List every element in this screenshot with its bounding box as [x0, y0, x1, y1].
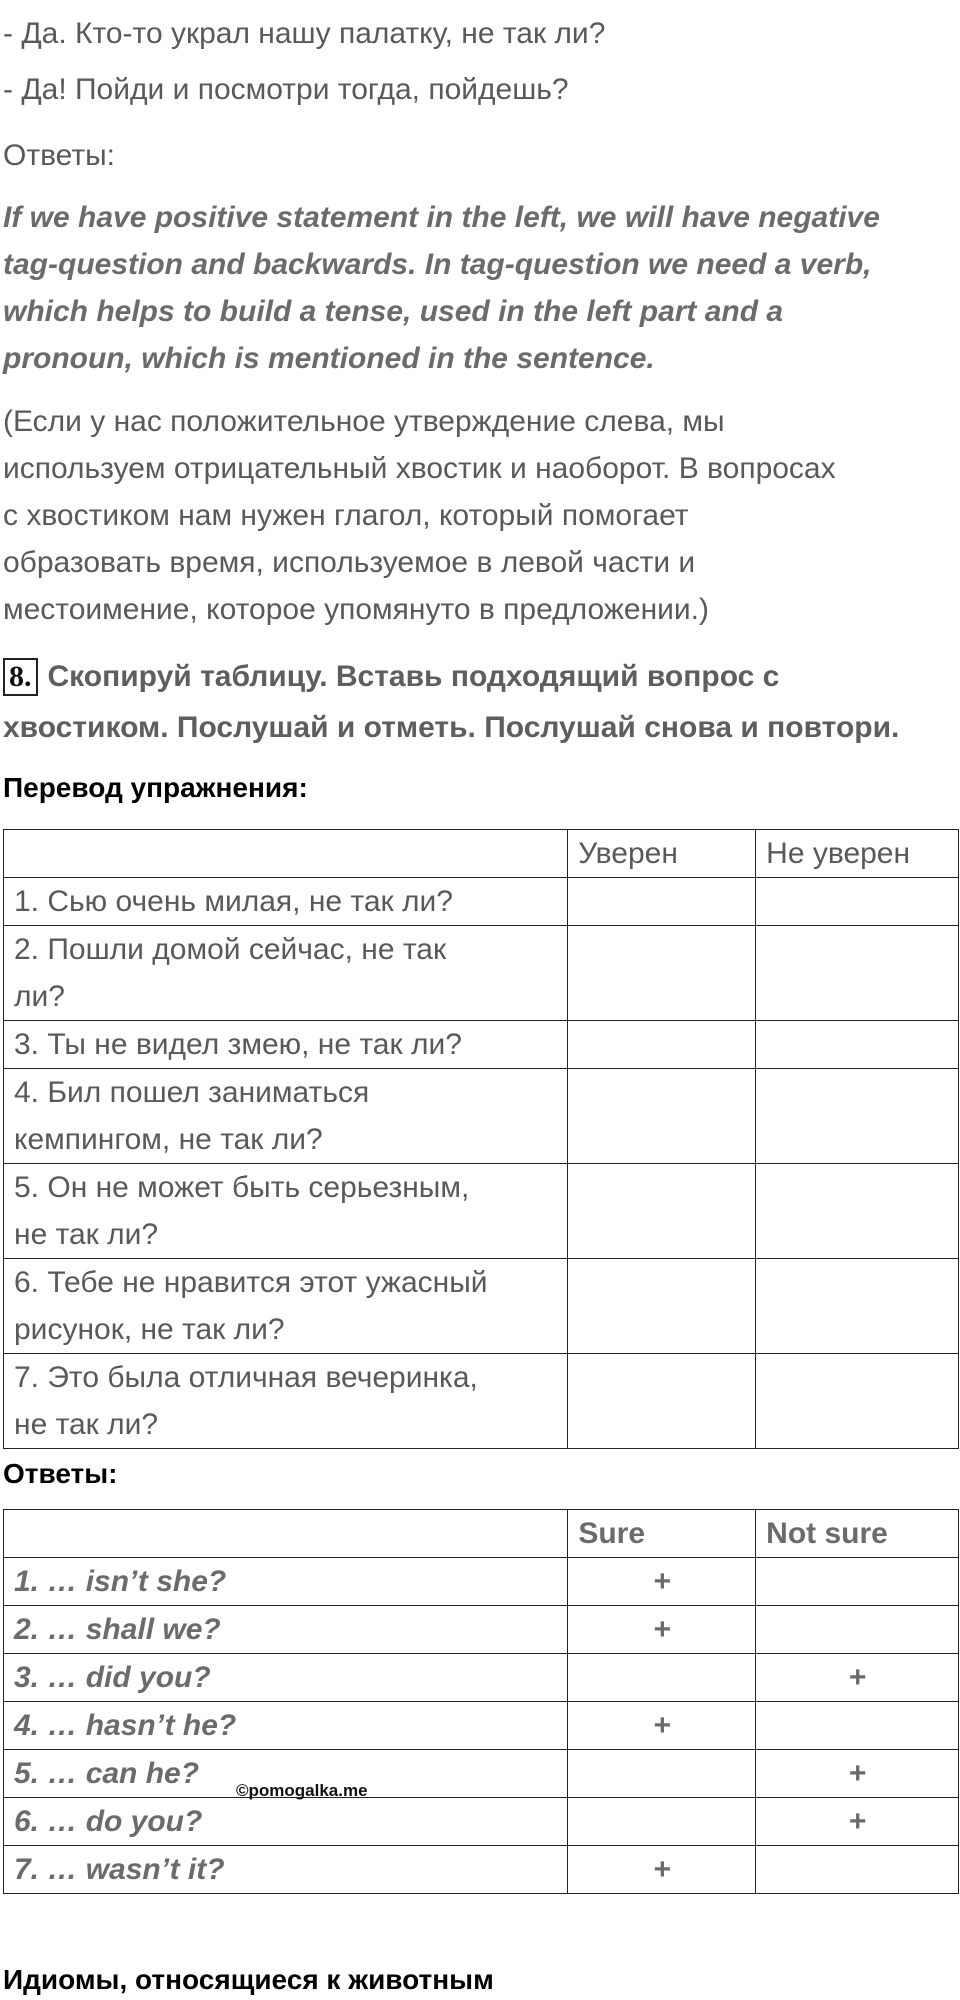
- row-text: 1. Сью очень милая, не так ли?: [4, 878, 568, 926]
- table-row: [4, 1702, 959, 1750]
- dialogue-line-2: - Да! Пойди и посмотри тогда, пойдешь?: [3, 73, 569, 106]
- rule-ru-line-4: образовать время, используемое в левой части и: [3, 546, 696, 579]
- rule-en-line-2: tag-question and backwards. In tag-question we need a verb,: [3, 248, 872, 281]
- header-cell-empty: [4, 1510, 568, 1558]
- answer-text: 3. … did you?: [4, 1654, 568, 1702]
- header-cell-sure: Sure: [568, 1510, 756, 1558]
- table-row: [4, 1558, 959, 1606]
- rule-ru-line-2: используем отрицательный хвостик и наоборот. В вопросах: [3, 452, 836, 485]
- sure-cell: [568, 1021, 756, 1069]
- answer-text: 4. … hasn’t he?: [4, 1702, 568, 1750]
- row-text: 5. Он не может быть серьезным, не так ли?: [4, 1164, 568, 1259]
- answer-text: 7. … wasn’t it?: [4, 1846, 568, 1894]
- sure-cell: [568, 1069, 756, 1164]
- answer-text: 6. … do you?: [4, 1798, 568, 1846]
- table-row: [4, 878, 959, 926]
- sure-cell: [568, 1259, 756, 1354]
- answer-text: 2. … shall we?: [4, 1606, 568, 1654]
- answer-text: 5. … can he?: [4, 1750, 568, 1798]
- table-row: [4, 1750, 959, 1798]
- not-sure-mark: [756, 1846, 959, 1894]
- table-row: [4, 1259, 959, 1354]
- not-sure-cell: [756, 926, 959, 1021]
- translation-header-row: [4, 830, 959, 878]
- not-sure-mark: +: [756, 1750, 959, 1798]
- row-text: 4. Бил пошел заниматься кемпингом, не так ли?: [4, 1069, 568, 1164]
- not-sure-cell: [756, 1069, 959, 1164]
- not-sure-mark: [756, 1558, 959, 1606]
- watermark: ©pomogalka.me: [236, 1781, 368, 1800]
- header-cell-not-sure: Не уверен: [756, 830, 959, 878]
- sure-mark: [568, 1654, 756, 1702]
- answers-table: [3, 1509, 959, 1894]
- rule-en-line-1: If we have positive statement in the left, we will have negative: [3, 201, 880, 234]
- table-row: [4, 1846, 959, 1894]
- table-row: [4, 1654, 959, 1702]
- exercise-line-1: [3, 652, 779, 701]
- not-sure-cell: [756, 1259, 959, 1354]
- next-section-heading: Идиомы, относящиеся к животным: [3, 1964, 494, 1995]
- answer-text: 1. … isn’t she?: [4, 1558, 568, 1606]
- table-row: [4, 1606, 959, 1654]
- table-row: [4, 1798, 959, 1846]
- sure-mark: +: [568, 1702, 756, 1750]
- header-cell-sure: Уверен: [568, 830, 756, 878]
- exercise-text-1: Скопируй таблицу. Вставь подходящий вопрос с: [47, 660, 780, 693]
- sure-mark: [568, 1798, 756, 1846]
- not-sure-cell: [756, 1164, 959, 1259]
- sure-cell: [568, 1354, 756, 1449]
- translation-table: [3, 829, 959, 1449]
- not-sure-mark: +: [756, 1798, 959, 1846]
- answers-label: Ответы:: [3, 139, 116, 172]
- table-row: [4, 1021, 959, 1069]
- not-sure-cell: [756, 878, 959, 926]
- row-text: 3. Ты не видел змею, не так ли?: [4, 1021, 568, 1069]
- exercise-number: 8.: [3, 658, 38, 696]
- not-sure-cell: [756, 1021, 959, 1069]
- header-cell-empty: [4, 830, 568, 878]
- table-row: [4, 1164, 959, 1259]
- sure-mark: +: [568, 1846, 756, 1894]
- not-sure-mark: [756, 1702, 959, 1750]
- sure-cell: [568, 878, 756, 926]
- sure-mark: [568, 1750, 756, 1798]
- sure-mark: +: [568, 1558, 756, 1606]
- rule-en-line-4: pronoun, which is mentioned in the sentence.: [3, 342, 655, 375]
- rule-ru-line-1: (Если у нас положительное утверждение слева, мы: [3, 405, 725, 438]
- not-sure-mark: +: [756, 1654, 959, 1702]
- dialogue-line-1: - Да. Кто-то украл нашу палатку, не так ли?: [3, 17, 606, 50]
- exercise-line-2: хвостиком. Послушай и отметь. Послушай снова и повтори.: [3, 711, 900, 744]
- sure-mark: +: [568, 1606, 756, 1654]
- row-text: 6. Тебе не нравится этот ужасный рисунок, не так ли?: [4, 1259, 568, 1354]
- row-text: 7. Это была отличная вечеринка, не так ли?: [4, 1354, 568, 1449]
- not-sure-mark: [756, 1606, 959, 1654]
- header-cell-not-sure: Not sure: [756, 1510, 959, 1558]
- rule-ru-line-5: местоимение, которое упомянуто в предложении.): [3, 593, 709, 626]
- rule-ru-line-3: с хвостиком нам нужен глагол, который помогает: [3, 499, 689, 532]
- sure-cell: [568, 926, 756, 1021]
- rule-en-line-3: which helps to build a tense, used in the left part and a: [3, 295, 784, 328]
- row-text: 2. Пошли домой сейчас, не так ли?: [4, 926, 568, 1021]
- table-row: [4, 1354, 959, 1449]
- table-row: [4, 926, 959, 1021]
- table-row: [4, 1069, 959, 1164]
- translation-heading: Перевод упражнения:: [3, 772, 308, 803]
- answers-header-row: [4, 1510, 959, 1558]
- not-sure-cell: [756, 1354, 959, 1449]
- answers-heading: Ответы:: [3, 1458, 118, 1489]
- sure-cell: [568, 1164, 756, 1259]
